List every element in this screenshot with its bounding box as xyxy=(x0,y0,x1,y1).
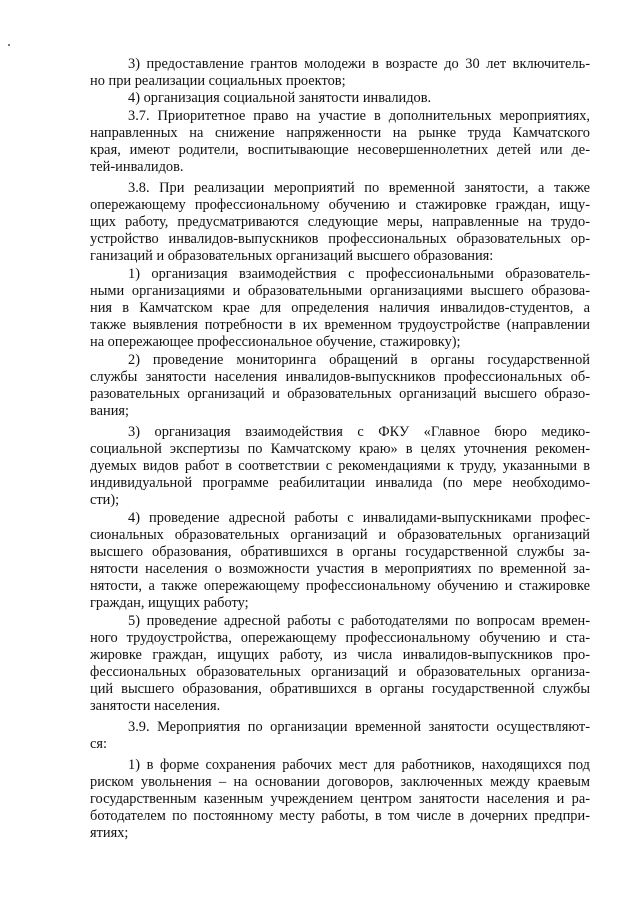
text-line: 3.8. При реализации мероприятий по временной занятости, а также xyxy=(128,180,590,196)
text-line: 4) организация социальной занятости инвалидов. xyxy=(128,90,432,106)
text-line: 1) в форме сохранения рабочих мест для работников, находящихся под xyxy=(128,757,590,773)
text-line: 3.9. Мероприятия по организации временной занятости осуществляют- xyxy=(128,719,590,735)
text-line: ций высшего образования, обратившихся в органы государственной службы xyxy=(90,681,590,697)
text-line: опережающему профессиональному обучению и стажировке граждан, ищу- xyxy=(90,197,590,213)
text-line: нятости населения о возможности участия в мероприятиях по временной за- xyxy=(90,561,590,577)
text-line: ся: xyxy=(90,736,108,752)
text-line: фессиональных образовательных организаций и образовательных организа- xyxy=(90,664,590,680)
text-line: индивидуальной программе реабилитации инвалида (по мере необходимо- xyxy=(90,475,590,491)
text-line: щих работу, предусматриваются следующие меры, направленные на трудо- xyxy=(90,214,590,230)
text-line: 3.7. Приоритетное право на участие в дополнительных мероприятиях, xyxy=(128,108,590,124)
text-line: нятости, а также опережающему профессиональному обучению и стажировке xyxy=(90,578,590,594)
scan-speck xyxy=(8,44,10,46)
text-line: ганизаций и образовательных организаций высшего образования: xyxy=(90,248,494,264)
text-line: ного трудоустройства, опережающему профессиональному обучению и ста- xyxy=(90,630,590,646)
text-line: ными организациями и образовательными организациями высшего образова- xyxy=(90,283,590,299)
text-line: граждан, ищущих работу; xyxy=(90,595,249,611)
text-line: дуемых видов работ в соответствии с рекомендациями к труду, указанными в xyxy=(90,458,590,474)
text-line: вания; xyxy=(90,403,130,419)
text-line: сти); xyxy=(90,492,120,508)
text-line: 3) организация взаимодействия с ФКУ «Главное бюро медико- xyxy=(128,424,590,440)
text-line: ботодателем по постоянному месту работы, в том числе в дочерних предпри- xyxy=(90,808,590,824)
text-line: но при реализации социальных проектов; xyxy=(90,73,346,89)
text-line: 1) организация взаимодействия с профессиональными образователь- xyxy=(128,266,590,282)
text-line: социальной экспертизы по Камчатскому краю» в целях уточнения рекомен- xyxy=(90,441,590,457)
text-line: 4) проведение адресной работы с инвалидами-выпускниками профес- xyxy=(128,510,590,526)
text-line: края, имеют родители, воспитывающие несовершеннолетних детей или де- xyxy=(90,142,590,158)
text-line: сиональных образовательных организаций и образовательных организаций xyxy=(90,527,590,543)
text-line: 3) предоставление грантов молодежи в возрасте до 30 лет включитель- xyxy=(128,56,590,72)
text-line: риском увольнения – на основании договоров, заключенных между краевым xyxy=(90,774,590,790)
text-line: занятости населения. xyxy=(90,698,221,714)
text-line: разовательных организаций и образовательных организаций высшего образо- xyxy=(90,386,590,402)
text-line: жировке граждан, ищущих работу, из числа инвалидов-выпускников про- xyxy=(90,647,590,663)
text-line: устройство инвалидов-выпускников профессиональных образовательных ор- xyxy=(90,231,590,247)
text-line: государственным казенным учреждением центром занятости населения и ра- xyxy=(90,791,590,807)
text-line: также выявления потребности в их временном трудоустройстве (направлении xyxy=(90,317,590,333)
text-line: службы занятости населения инвалидов-выпускников профессиональных об- xyxy=(90,369,590,385)
text-line: высшего образования, обратившихся в органы государственной службы за- xyxy=(90,544,590,560)
text-line: ния в Камчатском крае для определения наличия инвалидов-студентов, а xyxy=(90,300,590,316)
text-line: 2) проведение мониторинга обращений в органы государственной xyxy=(128,352,590,368)
text-line: на опережающее профессиональное обучение, стажировку); xyxy=(90,334,461,350)
text-line: тей-инвалидов. xyxy=(90,159,184,175)
text-line: направленных на снижение напряженности на рынке труда Камчатского xyxy=(90,125,590,141)
text-line: ятиях; xyxy=(90,825,129,841)
text-line: 5) проведение адресной работы с работодателями по вопросам времен- xyxy=(128,613,590,629)
